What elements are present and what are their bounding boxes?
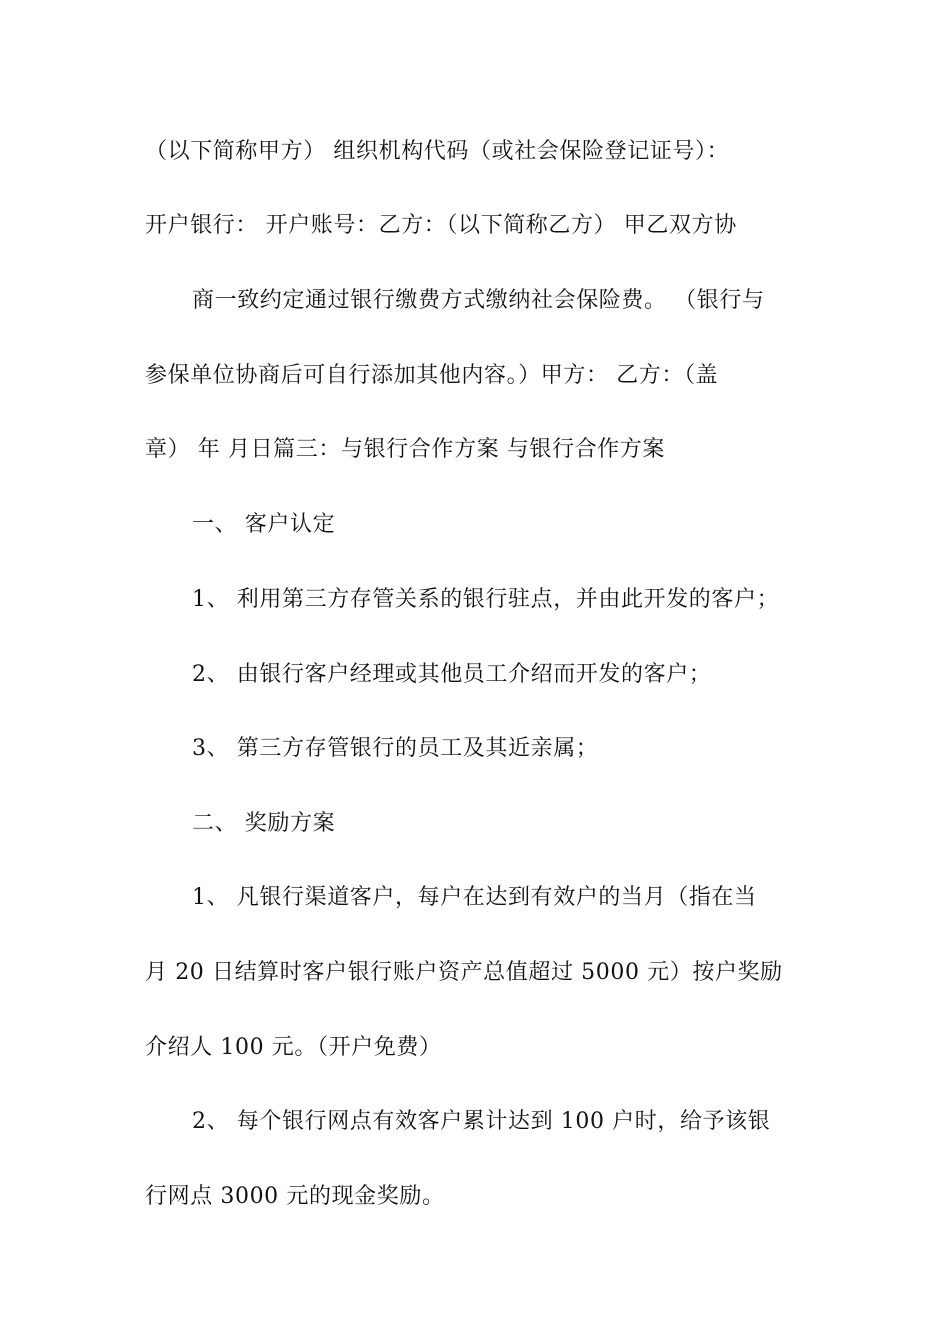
paragraph-line: 介绍人 100 元。（开户免费） (145, 1035, 442, 1060)
section-heading: 二、 奖励方案 (192, 811, 336, 836)
paragraph-line: 参保单位协商后可自行添加其他内容。）甲方： 乙方：（盖 (145, 363, 719, 388)
list-item: 3、 第三方存管银行的员工及其近亲属； (192, 736, 599, 761)
list-item: 2、 每个银行网点有效客户累计达到 100 户时，给予该银 (192, 1109, 771, 1134)
list-item: 1、 利用第三方存管关系的银行驻点，并由此开发的客户； (192, 587, 780, 612)
paragraph-line: 章） 年 月日篇三：与银行合作方案 与银行合作方案 (145, 437, 665, 462)
section-heading: 一、 客户认定 (192, 512, 336, 537)
paragraph-line: 商一致约定通过银行缴费方式缴纳社会保险费。 （银行与 (192, 288, 765, 313)
paragraph-line: 行网点 3000 元的现金奖励。 (145, 1184, 445, 1209)
paragraph-line: 月 20 日结算时客户银行账户资产总值超过 5000 元）按户奖励 (145, 960, 783, 985)
list-item: 2、 由银行客户经理或其他员工介绍而开发的客户； (192, 662, 712, 687)
paragraph-line: （以下简称甲方） 组织机构代码（或社会保险登记证号）： (145, 139, 730, 164)
list-item: 1、 凡银行渠道客户，每户在达到有效户的当月（指在当 (192, 885, 757, 910)
paragraph-line: 开户银行： 开户账号：乙方：（以下简称乙方） 甲乙双方协 (145, 213, 737, 238)
